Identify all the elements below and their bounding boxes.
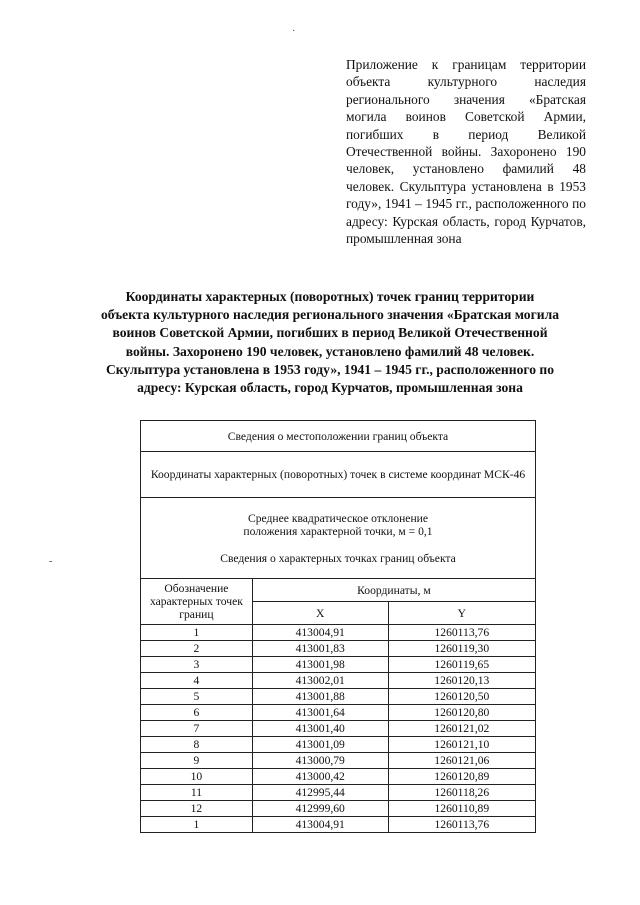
y-cell: 1260121,10 (388, 737, 535, 753)
appendix-note: Приложение к границам территории объекта культурного наследия регионального значения «Братская могила воинов Советской Армии, погибших в период Великой Отечественной войны. Захоронено 190 человек, установлено фамилий 48 человек. Скульптура установлена в 1953 году», 1941 – 1945 гг., расположенного по адресу: Курская область, город Курчатов, промышленная зона (346, 57, 586, 247)
y-cell: 1260119,30 (388, 641, 535, 657)
table-row (141, 785, 536, 801)
points-info: Сведения о характерных точках границ объекта (220, 551, 456, 565)
point-cell: 8 (141, 737, 253, 753)
x-cell: 413001,64 (252, 705, 388, 721)
point-cell: 6 (141, 705, 253, 721)
y-cell: 1260121,02 (388, 721, 535, 737)
location-info-header: Сведения о местоположении границ объекта (141, 421, 536, 452)
table-row (141, 689, 536, 705)
designation-column-header: Обозначение характерных точек границ (141, 579, 253, 625)
table-row (141, 737, 536, 753)
point-cell: 10 (141, 769, 253, 785)
table-row (141, 817, 536, 833)
y-cell: 1260120,50 (388, 689, 535, 705)
document-heading: Координаты характерных (поворотных) точек границ территории объекта культурного наследия регионального значения «Братская могила воинов Советской Армии, погибших в период Великой Отечественной войны. Захоронено 190 человек, установлено фамилий 48 человек. Скульптура установлена в 1953 году», 1941 – 1945 гг., расположенного по адресу: Курская область, город Курчатов, промышленная зона (100, 289, 560, 396)
error-line-2: положения характерной точки, м = 0,1 (243, 524, 433, 538)
point-cell: 1 (141, 817, 253, 833)
point-cell: 4 (141, 673, 253, 689)
error-and-points-header (141, 498, 536, 579)
table-row (141, 801, 536, 817)
y-cell: 1260120,80 (388, 705, 535, 721)
table-row (141, 705, 536, 721)
coordinate-system-header: Координаты характерных (поворотных) точек в системе координат МСК-46 (141, 452, 536, 498)
x-cell: 413000,42 (252, 769, 388, 785)
coordinates-column-header: Координаты, м (252, 579, 535, 602)
x-cell: 413004,91 (252, 817, 388, 833)
x-cell: 413002,01 (252, 673, 388, 689)
point-cell: 12 (141, 801, 253, 817)
point-cell: 2 (141, 641, 253, 657)
point-cell: 1 (141, 625, 253, 641)
y-cell: 1260113,76 (388, 817, 535, 833)
point-cell: 9 (141, 753, 253, 769)
x-cell: 413001,83 (252, 641, 388, 657)
coordinates-table (140, 420, 536, 833)
y-column-header: Y (388, 602, 535, 625)
table-row (141, 673, 536, 689)
point-cell: 3 (141, 657, 253, 673)
x-cell: 413001,09 (252, 737, 388, 753)
x-cell: 412995,44 (252, 785, 388, 801)
table-row (141, 657, 536, 673)
x-cell: 413004,91 (252, 625, 388, 641)
x-cell: 412999,60 (252, 801, 388, 817)
scan-speck: - (49, 556, 53, 567)
x-cell: 413001,40 (252, 721, 388, 737)
table-row (141, 753, 536, 769)
x-cell: 413000,79 (252, 753, 388, 769)
table-row (141, 641, 536, 657)
x-column-header: X (252, 602, 388, 625)
scan-speck: · (292, 26, 296, 37)
point-cell: 7 (141, 721, 253, 737)
point-cell: 5 (141, 689, 253, 705)
table-row (141, 769, 536, 785)
y-cell: 1260120,89 (388, 769, 535, 785)
y-cell: 1260121,06 (388, 753, 535, 769)
x-cell: 413001,88 (252, 689, 388, 705)
y-cell: 1260120,13 (388, 673, 535, 689)
y-cell: 1260119,65 (388, 657, 535, 673)
table-row (141, 721, 536, 737)
error-line-1: Среднее квадратическое отклонение (248, 511, 428, 525)
point-cell: 11 (141, 785, 253, 801)
x-cell: 413001,98 (252, 657, 388, 673)
y-cell: 1260118,26 (388, 785, 535, 801)
table-row (141, 625, 536, 641)
y-cell: 1260110,89 (388, 801, 535, 817)
y-cell: 1260113,76 (388, 625, 535, 641)
